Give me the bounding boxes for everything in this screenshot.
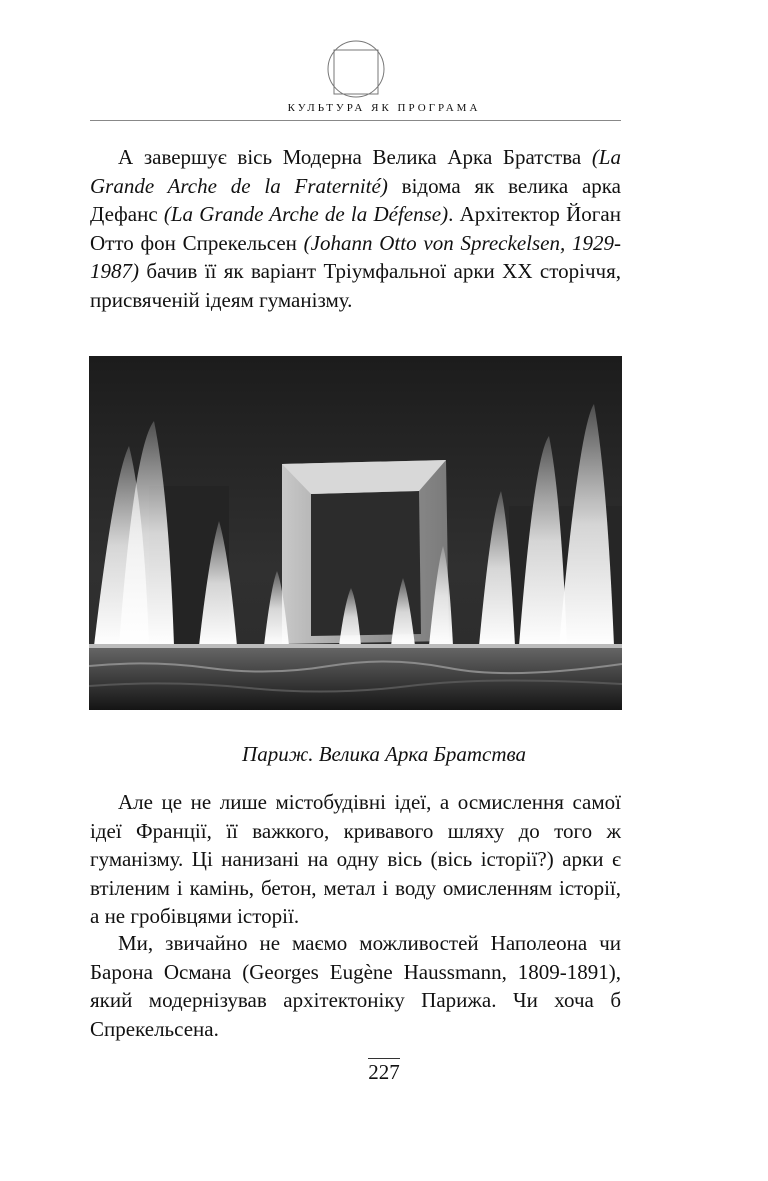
text-segment: Але це не лише містобудівні ідеї, а осмислення самої ідеї Франції, її важкого, кривавого шляху до того ж гуманізму. Ці нанизані на одну вісь (вісь історії?) арки є втіленим і камінь, бетон, метал і воду омисленням історії, а не гробівцями історії. [90, 790, 621, 928]
figure-caption: Париж. Велика Арка Братства [242, 742, 526, 766]
italic-segment: (La Grande Arche de la Fraternité) [90, 145, 621, 198]
italic-segment: (Johann Otto von Spreckelsen, 1929-1987) [90, 230, 621, 283]
text-segment: А завершує вісь Модерна Велика Арка Братства [118, 145, 592, 169]
text-segment: бачив її як варіант Тріумфальної арки XX сторіччя, присвяченій ідеям гуманізму. [90, 259, 621, 312]
circle-square-logo-icon [325, 38, 387, 100]
text-segment: відома як велика арка Дефанс [90, 173, 621, 226]
page-number [0, 1060, 768, 1085]
text-segment: . Архітектор Йоган Отто фон Спрекельсен [90, 202, 621, 255]
header-divider [90, 120, 621, 121]
paragraph-meaning [90, 788, 621, 931]
paragraph-arche-intro [90, 143, 621, 314]
paragraph-napoleon [90, 929, 621, 1043]
page-number-text: 227 [368, 1060, 400, 1084]
italic-segment: (La Grande Arche de la Défense) [163, 202, 449, 226]
grande-arche-photo [89, 356, 622, 710]
text-segment: Ми, звичайно не маємо можливостей Наполеона чи Барона Османа (Georges Eugène Haussmann, 1809-1891), який модернізував архітектоніку Парижа. Чи хоча б Спрекельсена. [90, 931, 621, 1041]
running-header: КУЛЬТУРА ЯК ПРОГРАМА [287, 102, 481, 114]
